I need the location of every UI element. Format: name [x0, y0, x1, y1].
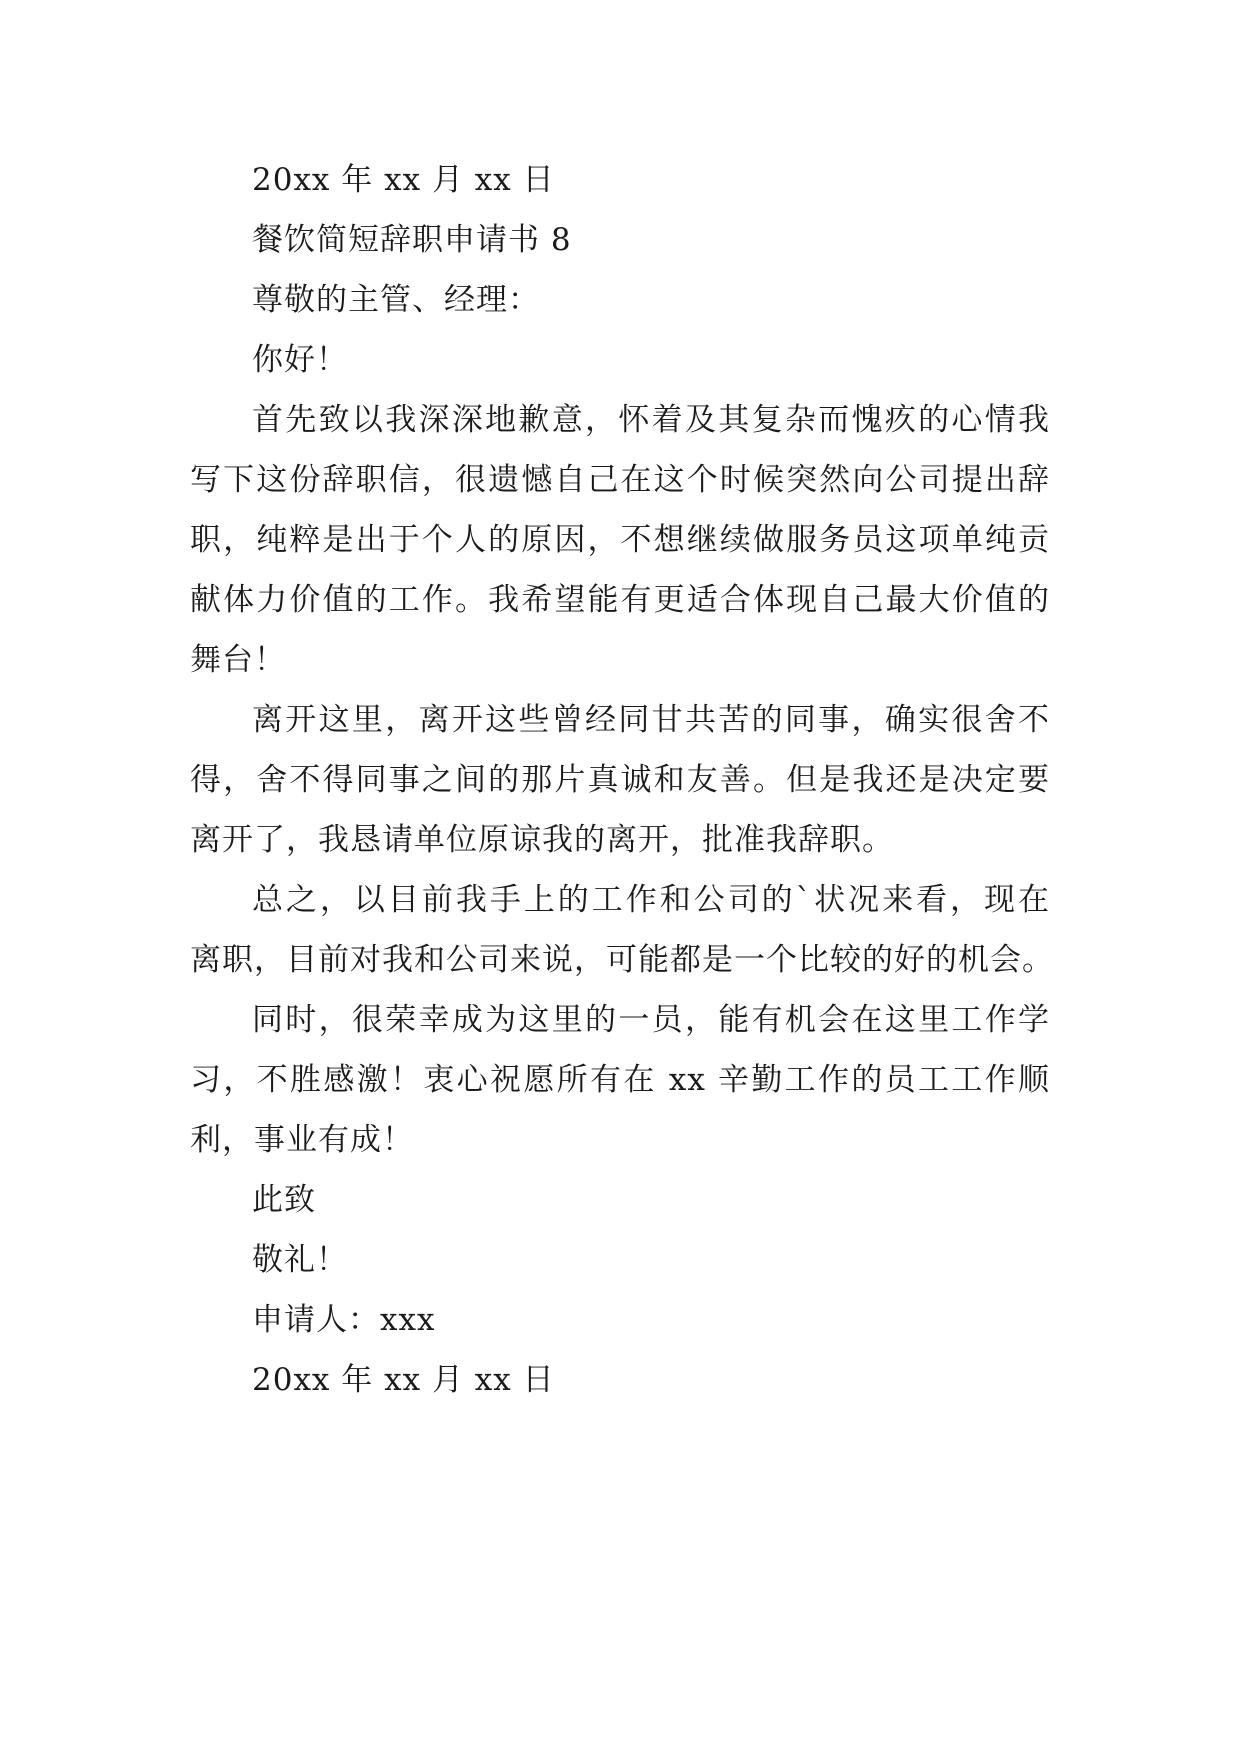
paragraph-line: 离开了，我恳请单位原谅我的离开，批准我辞职。	[190, 822, 894, 858]
paragraph-line: 写下这份辞职信，很遗憾自己在这个时候突然向公司提出辞	[190, 462, 1050, 498]
paragraph-2	[190, 690, 1050, 870]
paragraph-line: 利，事业有成！	[190, 1122, 414, 1158]
applicant-name: 申请人：xxx	[252, 1302, 436, 1338]
paragraph-line: 离职，目前对我和公司来说，可能都是一个比较的好的机会。	[190, 942, 1054, 978]
paragraph-1	[190, 390, 1050, 690]
paragraph-line: 献体力价值的工作。我希望能有更适合体现自己最大价值的	[190, 582, 1050, 618]
footer-date: 20xx 年 xx 月 xx 日	[252, 1362, 555, 1398]
paragraph-line: 职，纯粹是出于个人的原因，不想继续做服务员这项单纯贡	[190, 522, 1050, 558]
paragraph-line: 首先致以我深深地歉意，怀着及其复杂而愧疚的心情我	[252, 402, 1050, 438]
closing-line-2: 敬礼！	[252, 1242, 348, 1278]
paragraph-line: 总之，以目前我手上的工作和公司的`状况来看，现在	[252, 882, 1050, 918]
document-page	[190, 150, 1054, 1410]
paragraph-3	[190, 870, 1054, 990]
document-title: 餐饮简短辞职申请书 8	[252, 222, 572, 258]
paragraph-line: 得，舍不得同事之间的那片真诚和友善。但是我还是决定要	[190, 762, 1050, 798]
paragraph-line: 舞台！	[190, 642, 286, 678]
paragraph-4	[190, 990, 1050, 1170]
salutation: 尊敬的主管、经理：	[252, 282, 540, 318]
paragraph-line: 习，不胜感激！衷心祝愿所有在 xx 辛勤工作的员工工作顺	[190, 1062, 1050, 1098]
header-date: 20xx 年 xx 月 xx 日	[252, 162, 555, 198]
greeting: 你好！	[252, 342, 348, 378]
paragraph-line: 同时，很荣幸成为这里的一员，能有机会在这里工作学	[252, 1002, 1050, 1038]
closing-line-1: 此致	[252, 1182, 316, 1218]
paragraph-line: 离开这里，离开这些曾经同甘共苦的同事，确实很舍不	[252, 702, 1050, 738]
